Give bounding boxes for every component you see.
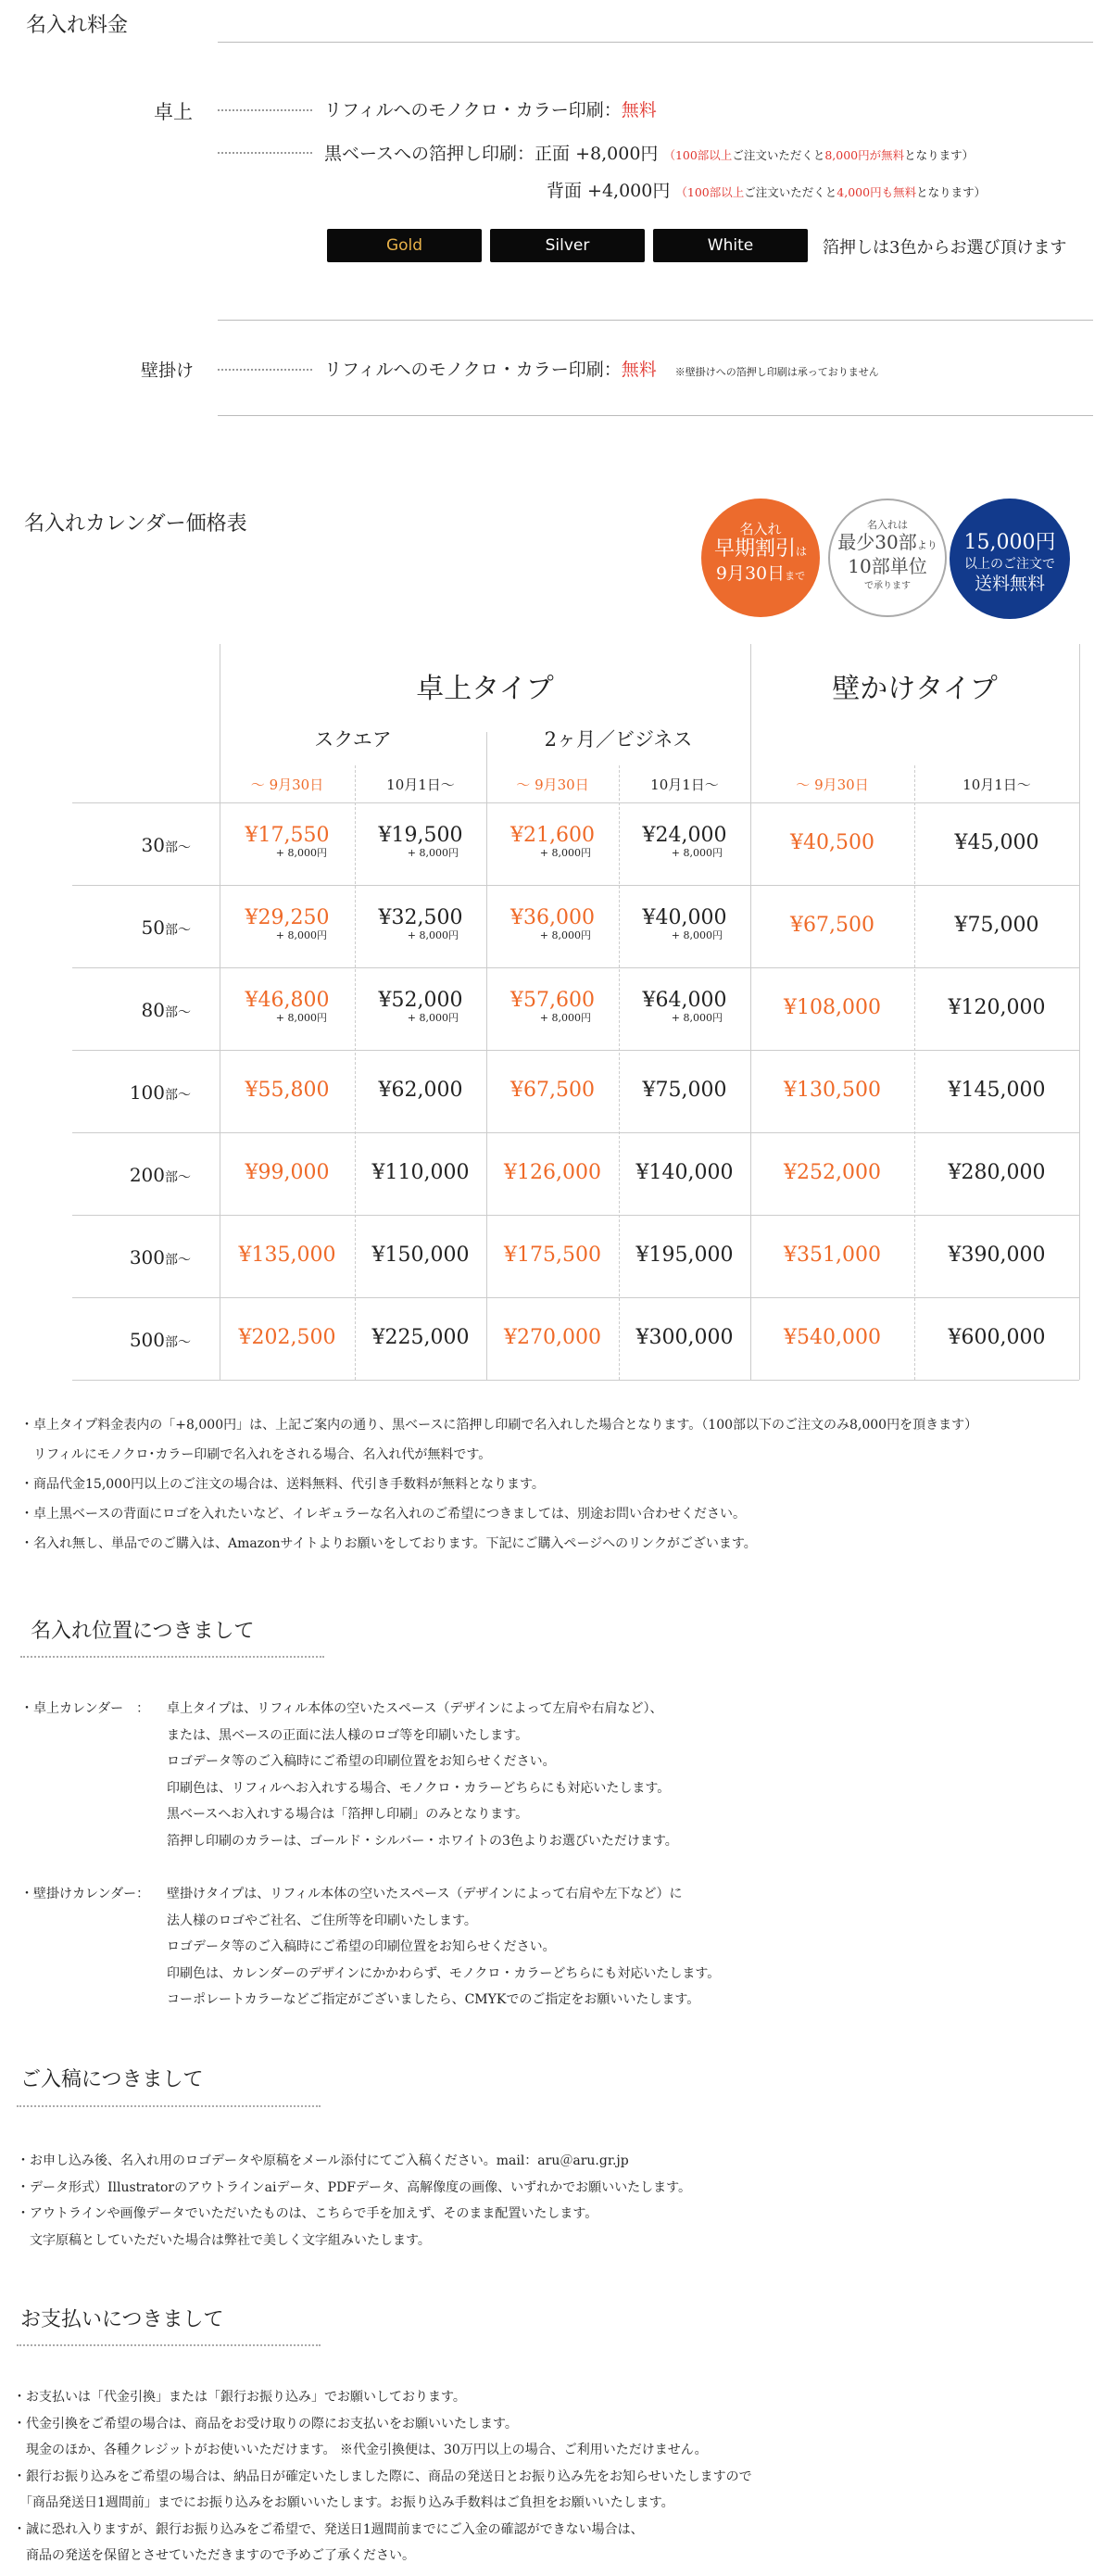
price-early <box>750 1079 914 1102</box>
section-title-payment: お支払いにつきまして <box>20 2308 224 2331</box>
price-value: ¥45,000 <box>954 831 1039 854</box>
price-early <box>486 1244 619 1267</box>
price-value: ¥46,800 <box>245 989 330 1012</box>
price-value: ¥130,500 <box>784 1079 881 1102</box>
badge-line: まで <box>785 570 806 582</box>
note-part: 4,000円も無料 <box>837 185 917 199</box>
price-value: ¥195,000 <box>635 1244 734 1267</box>
price-value: ¥62,000 <box>378 1079 463 1102</box>
table-border <box>72 1132 1079 1133</box>
price-value: ¥75,000 <box>954 914 1039 937</box>
price-early <box>486 1079 619 1102</box>
quantity-value: 200 <box>129 1164 165 1186</box>
price-value: ¥126,000 <box>504 1161 601 1184</box>
price-regular <box>619 824 750 860</box>
badge-line: 早期割引 <box>713 537 796 561</box>
price-value: ¥351,000 <box>784 1244 881 1267</box>
text-line: ・お支払いは「代金引換」または「銀行お振り込み」でお願いしております。 <box>13 2390 466 2405</box>
quantity-value: 500 <box>129 1329 165 1351</box>
text-line: 壁掛けタイプは、リフィル本体の空いたスペース（デザインによって右肩や左下など）に <box>167 1887 683 1901</box>
note-line: ・卓上黒ベースの背面にロゴを入れたいなど、イレギュラーな名入れのご希望につきましては、別途お問い合わせください。 <box>20 1507 747 1522</box>
text-line: ・アウトラインや画像データでいただいたものは、こちらで手を加えず、そのまま配置いたします。 <box>17 2206 598 2221</box>
price-early <box>486 1161 619 1184</box>
text-line: 「商品発送日1週間前」までにお振り込みをお願いいたします。お振り込み手数料はご負担をお願いいたします。 <box>13 2495 674 2510</box>
row-quantity <box>72 916 191 939</box>
foil-surcharge: + 8,000円 <box>275 847 327 859</box>
price-regular <box>914 831 1079 854</box>
section-title-naire: 名入れ料金 <box>26 14 129 37</box>
price-value: ¥120,000 <box>948 996 1046 1019</box>
price-early <box>750 914 914 937</box>
price-value: ¥67,500 <box>510 1079 595 1102</box>
leader-dots <box>218 369 312 371</box>
foil-note: 箔押しは3色からお選び頂けます <box>823 238 1067 258</box>
badge-line: 名入れ <box>739 521 782 537</box>
wall-mono-color-row <box>324 356 879 381</box>
desk-mono-color-text: リフィルへのモノクロ・カラー印刷： <box>324 100 622 120</box>
table-border <box>72 802 1079 803</box>
wall-foil-note: ※壁掛けへの箔押し印刷は承っておりません <box>674 366 879 378</box>
price-early <box>220 1161 355 1184</box>
price-regular <box>355 824 486 860</box>
header-wall-type: 壁かけタイプ <box>832 673 998 705</box>
desk-foil-back-row <box>547 177 986 202</box>
header-business: 2ヶ月／ビジネス <box>544 728 693 751</box>
divider <box>17 2105 321 2107</box>
section-title-price-table: 名入れカレンダー価格表 <box>24 512 247 536</box>
price-early <box>486 989 619 1025</box>
text-line: 印刷色は、カレンダーのデザインにかかわらず、モノクロ・カラーどちらにも対応いたします。 <box>167 1965 721 1981</box>
price-value: ¥55,800 <box>245 1079 330 1102</box>
price-value: ¥600,000 <box>948 1326 1046 1349</box>
quantity-unit: 部～ <box>165 1005 191 1020</box>
price-value: ¥108,000 <box>784 996 881 1019</box>
header-late: 10月1日～ <box>650 777 719 793</box>
price-value: ¥52,000 <box>378 989 463 1012</box>
divider <box>20 1656 324 1658</box>
wall-position-label: ・壁掛けカレンダー： <box>20 1887 150 1901</box>
row-quantity <box>72 1246 191 1269</box>
foil-surcharge: + 8,000円 <box>539 1012 591 1024</box>
text-line: ロゴデータ等のご入稿時にご希望の印刷位置をお知らせください。 <box>167 1754 556 1769</box>
text-line: 法人様のロゴやご社名、ご住所等を印刷いたします。 <box>167 1913 477 1928</box>
text-line: 印刷色は、リフィルへお入れする場合、モノクロ・カラーどちらにも対応いたします。 <box>167 1780 671 1796</box>
text-line: ・お申し込み後、名入れ用のロゴデータや原稿をメール添付にてご入稿ください。mail：aru＠aru.gr.jp <box>17 2153 629 2168</box>
leader-dots <box>218 152 312 154</box>
desk-label: 卓上 <box>154 101 193 123</box>
note-line: ・名入れ無し、単品でのご購入は、Amazonサイトよりお願いをしております。下記にご購入ページへのリンクがございます。 <box>20 1536 757 1551</box>
price-value: ¥64,000 <box>642 989 727 1012</box>
row-quantity <box>72 999 191 1021</box>
badge-line: 最少30部 <box>837 531 917 553</box>
note-line: ・卓上タイプ料金表内の「+8,000円」は、上記ご案内の通り、黒ベースに箔押し印刷で名入れした場合となります。（100部以下のご注文のみ8,000円を頂きます） <box>20 1418 978 1433</box>
foil-surcharge: + 8,000円 <box>539 847 591 859</box>
badge-line: で承ります <box>864 581 911 591</box>
price-early <box>750 1244 914 1267</box>
price-early <box>220 1079 355 1102</box>
text-line: 箔押し印刷のカラーは、ゴールド・シルバー・ホワイトの3色よりお選びいただけます。 <box>167 1833 678 1849</box>
price-regular <box>619 1161 750 1184</box>
table-border <box>72 1215 1079 1216</box>
foil-surcharge: + 8,000円 <box>407 1012 459 1024</box>
quantity-unit: 部～ <box>165 1253 191 1268</box>
note-part: 8,000円が無料 <box>824 148 905 162</box>
price-value: ¥390,000 <box>948 1244 1046 1267</box>
table-border <box>914 765 915 1380</box>
price-regular <box>914 1326 1079 1349</box>
table-border <box>72 1297 1079 1298</box>
price-regular <box>619 906 750 942</box>
quantity-unit: 部～ <box>165 1088 191 1103</box>
text-line: ロゴデータ等のご入稿時にご希望の印刷位置をお知らせください。 <box>167 1939 556 1954</box>
header-square: スクエア <box>314 728 392 751</box>
wall-mono-color-text: リフィルへのモノクロ・カラー印刷： <box>324 360 622 380</box>
divider <box>218 415 1093 416</box>
text-line: ・データ形式）Illustratorのアウトラインaiデータ、PDFデータ、高解像度の画像、いずれかでお願いいたします。 <box>17 2179 692 2195</box>
badge-line: 10部単位 <box>848 555 927 577</box>
note-part: となります） <box>904 148 975 162</box>
header-early: ～ 9月30日 <box>516 777 589 793</box>
quantity-unit: 部～ <box>165 923 191 938</box>
note-part: ご注文いただくと <box>732 148 825 162</box>
price-regular <box>914 914 1079 937</box>
free-text: 無料 <box>621 100 657 120</box>
section-title-submission: ご入稿につきまして <box>20 2068 204 2091</box>
text-line: 黒ベースへお入れする場合は「箔押し印刷」のみとなります。 <box>167 1807 529 1822</box>
price-early <box>750 831 914 854</box>
price-value: ¥540,000 <box>784 1326 881 1349</box>
price-regular <box>914 1244 1079 1267</box>
price-early <box>220 906 355 942</box>
price-value: ¥145,000 <box>948 1079 1046 1102</box>
quantity-value: 300 <box>129 1246 165 1269</box>
early-discount-badge <box>701 499 820 617</box>
price-value: ¥32,500 <box>378 906 463 929</box>
note-line: ・商品代金15,000円以上のご注文の場合は、送料無料、代引き手数料が無料となります。 <box>20 1477 545 1492</box>
leader-dots <box>218 109 312 111</box>
price-regular <box>619 1326 750 1349</box>
row-quantity <box>72 1329 191 1351</box>
text-line: 卓上タイプは、リフィル本体の空いたスペース（デザインによって左肩や右肩など）、 <box>167 1701 663 1716</box>
desk-foil-front-text: 黒ベースへの箔押し印刷：正面 +8,000円 <box>324 144 659 164</box>
price-value: ¥280,000 <box>948 1161 1046 1184</box>
price-regular <box>355 1326 486 1349</box>
badge-line: は <box>796 545 808 558</box>
foil-surcharge: + 8,000円 <box>539 929 591 941</box>
quantity-value: 100 <box>129 1081 165 1104</box>
price-value: ¥175,500 <box>504 1244 601 1267</box>
desk-position-label: ・卓上カレンダー ： <box>20 1701 150 1716</box>
quantity-value: 80 <box>141 999 165 1021</box>
quantity-unit: 部～ <box>165 1335 191 1350</box>
desk-foil-back-text: 背面 +4,000円 <box>547 181 671 201</box>
price-value: ¥75,000 <box>642 1079 727 1102</box>
price-early <box>220 1326 355 1349</box>
quantity-value: 30 <box>141 834 165 856</box>
header-desk-type: 卓上タイプ <box>416 673 554 705</box>
badge-line: 9月30日 <box>715 563 786 584</box>
price-early <box>220 824 355 860</box>
price-value: ¥150,000 <box>371 1244 470 1267</box>
section-title-position: 名入れ位置につきまして <box>31 1620 255 1643</box>
quantity-value: 50 <box>141 916 165 939</box>
row-quantity <box>72 834 191 856</box>
quantity-unit: 部～ <box>165 840 191 855</box>
price-regular <box>355 1079 486 1102</box>
price-value: ¥140,000 <box>635 1161 734 1184</box>
foil-surcharge: + 8,000円 <box>407 847 459 859</box>
row-quantity <box>72 1081 191 1104</box>
price-value: ¥225,000 <box>371 1326 470 1349</box>
table-border <box>72 967 1079 968</box>
text-line: 文字原稿としていただいた場合は弊社で美しく文字組みいたします。 <box>17 2232 431 2248</box>
price-regular <box>914 1161 1079 1184</box>
table-border <box>72 1050 1079 1051</box>
badge-line: 以上のご注文で <box>964 557 1055 572</box>
price-regular <box>355 989 486 1025</box>
text-line: コーポレートカラーなどご指定がございましたら、CMYKでのご指定をお願いいたします。 <box>167 1992 700 2007</box>
price-regular <box>619 989 750 1025</box>
badge-line: 送料無料 <box>974 574 1045 594</box>
price-early <box>220 989 355 1025</box>
price-regular <box>619 1079 750 1102</box>
price-regular <box>914 1079 1079 1102</box>
free-shipping-badge <box>950 499 1070 619</box>
foil-silver-button[interactable]: Silver <box>490 229 645 262</box>
foil-surcharge: + 8,000円 <box>671 847 723 859</box>
min-order-badge <box>828 499 947 617</box>
desk-foil-front-row <box>324 140 974 165</box>
note-line: リフィルにモノクロ･カラー印刷で名入れをされる場合、名入れ代が無料です。 <box>20 1447 492 1462</box>
foil-surcharge: + 8,000円 <box>275 1012 327 1024</box>
badge-line: 15,000円 <box>963 531 1056 554</box>
price-value: ¥40,500 <box>790 831 874 854</box>
header-early: ～ 9月30日 <box>796 777 869 793</box>
price-value: ¥67,500 <box>790 914 874 937</box>
row-quantity <box>72 1164 191 1186</box>
divider <box>218 42 1093 43</box>
price-value: ¥17,550 <box>245 824 330 847</box>
table-border <box>72 1380 1079 1381</box>
price-regular <box>355 1244 486 1267</box>
free-text: 無料 <box>621 360 657 380</box>
note-part: （100部以上 <box>675 185 745 199</box>
price-early <box>486 824 619 860</box>
price-value: ¥110,000 <box>371 1161 470 1184</box>
price-value: ¥24,000 <box>642 824 727 847</box>
note-part: となります） <box>916 185 987 199</box>
foil-surcharge: + 8,000円 <box>671 929 723 941</box>
price-value: ¥19,500 <box>378 824 463 847</box>
text-line: ・誠に恐れ入りますが、銀行お振り込みをご希望で、発送日1週間前までにご入金の確認ができない場合は、 <box>13 2521 644 2537</box>
price-early <box>750 1326 914 1349</box>
price-value: ¥252,000 <box>784 1161 881 1184</box>
text-line: 商品の発送を保留とさせていただきますので予めご了承ください。 <box>13 2548 415 2563</box>
foil-surcharge: + 8,000円 <box>671 1012 723 1024</box>
price-value: ¥99,000 <box>245 1161 330 1184</box>
badge-line: 名入れは <box>867 519 908 531</box>
note-part: （100部以上 <box>663 148 733 162</box>
price-regular <box>619 1244 750 1267</box>
divider <box>17 2344 321 2346</box>
foil-white-button[interactable]: White <box>653 229 808 262</box>
price-regular <box>355 1161 486 1184</box>
price-early <box>486 906 619 942</box>
price-value: ¥202,500 <box>238 1326 336 1349</box>
header-late: 10月1日～ <box>386 777 455 793</box>
price-value: ¥36,000 <box>510 906 595 929</box>
price-value: ¥270,000 <box>504 1326 601 1349</box>
text-line: ・代金引換をご希望の場合は、商品をお受け取りの際にお支払いをお願いいたします。 <box>13 2416 518 2431</box>
text-line: または、黒ベースの正面に法人様のロゴ等を印刷いたします。 <box>167 1727 529 1743</box>
price-value: ¥21,600 <box>510 824 595 847</box>
price-value: ¥40,000 <box>642 906 727 929</box>
badge-line: より <box>916 539 937 551</box>
header-late: 10月1日～ <box>962 777 1031 793</box>
table-border <box>1079 644 1080 1380</box>
price-early <box>750 996 914 1019</box>
price-value: ¥29,250 <box>245 906 330 929</box>
price-early <box>486 1326 619 1349</box>
divider <box>218 320 1093 321</box>
price-value: ¥57,600 <box>510 989 595 1012</box>
price-regular <box>355 906 486 942</box>
price-early <box>750 1161 914 1184</box>
foil-gold-button[interactable]: Gold <box>327 229 482 262</box>
price-regular <box>914 996 1079 1019</box>
price-value: ¥300,000 <box>635 1326 734 1349</box>
price-early <box>220 1244 355 1267</box>
text-line: 現金のほか、各種クレジットがお使いいただけます。 ※代金引換便は、30万円以上の場合、ご利用いただけません。 <box>13 2443 708 2457</box>
desk-mono-color-row <box>324 96 657 121</box>
price-value: ¥135,000 <box>238 1244 336 1267</box>
note-part: ご注文いただくと <box>744 185 837 199</box>
header-early: ～ 9月30日 <box>250 777 324 793</box>
foil-surcharge: + 8,000円 <box>275 929 327 941</box>
wall-label: 壁掛け <box>141 360 195 381</box>
quantity-unit: 部～ <box>165 1170 191 1185</box>
table-border <box>72 885 1079 886</box>
text-line: ・銀行お振り込みをご希望の場合は、納品日が確定いたしました際に、商品の発送日とお振り込み先をお知らせいたしますので <box>13 2469 752 2484</box>
foil-surcharge: + 8,000円 <box>407 929 459 941</box>
